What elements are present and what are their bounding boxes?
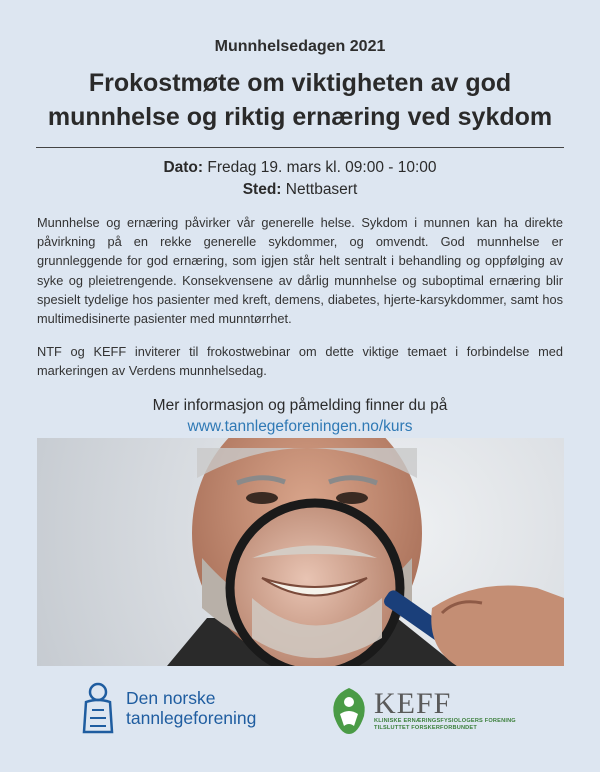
title-line-2: munnhelse og riktig ernæring ved sykdom: [47, 103, 553, 131]
place-label: Sted:: [242, 181, 282, 198]
hero-photo: [37, 438, 564, 666]
place-row: [0, 179, 600, 201]
title-line-1: Frokostmøte om viktigheten av god: [88, 69, 512, 97]
magnifying-glass-smile-photo-icon: [37, 438, 564, 666]
ntf-name-line-1: Den norske: [126, 688, 216, 708]
date-value: Fredag 19. mars kl. 09:00 - 10:00: [207, 159, 437, 176]
header: [0, 0, 600, 148]
event-label: Munnhelsedagen 2021: [214, 38, 386, 55]
ntf-logo: [78, 680, 256, 736]
divider: [36, 147, 564, 148]
event-meta: [0, 157, 600, 201]
ntf-name-line-2: tannlegeforening: [126, 708, 257, 728]
intro-paragraph: Munnhelse og ernæring påvirker vår generelle helse. Sykdom i munnen kan ha direkte påvirkning på en rekke generelle sykdommer, og omvendt. God munnhelse er grunnleggende for god ernæring, som igjen står helt sentralt i behandling og oppfølging av syke og pleietrengende. Konsekvensene av dårlig munnhelse og suboptimal ernæring blir spesielt tydelige hos pasienter med kreft, demens, diabetes, hjerte-karsykdommer, samt hos multimedisinerte pasienter med munntørrhet.: [37, 215, 563, 327]
cta-text: Mer informasjon og påmelding finner du på: [152, 396, 448, 414]
ntf-emblem-icon: [78, 680, 118, 736]
logo-bar: [0, 676, 600, 772]
keff-subtitle-1: KLINISKE ERNÆRINGSFYSIOLOGERS FORENING: [374, 718, 516, 724]
date-label: Dato:: [163, 159, 204, 176]
keff-subtitle-2: TILSLUTTET FORSKERFORBUNDET: [374, 725, 477, 731]
keff-leaf-icon: [328, 686, 370, 736]
keff-logo: [328, 686, 516, 736]
page-title: [0, 66, 600, 134]
date-row: [0, 157, 600, 179]
keff-name: KEFF: [374, 687, 452, 720]
place-value: Nettbasert: [285, 181, 358, 198]
invite-paragraph: NTF og KEFF inviterer til frokostwebinar om dette viktige temaet i forbindelse med markeringen av Verdens munnhelsedag.: [37, 344, 563, 379]
course-link[interactable]: www.tannlegeforeningen.no/kurs: [187, 417, 413, 435]
call-to-action: [0, 395, 600, 437]
